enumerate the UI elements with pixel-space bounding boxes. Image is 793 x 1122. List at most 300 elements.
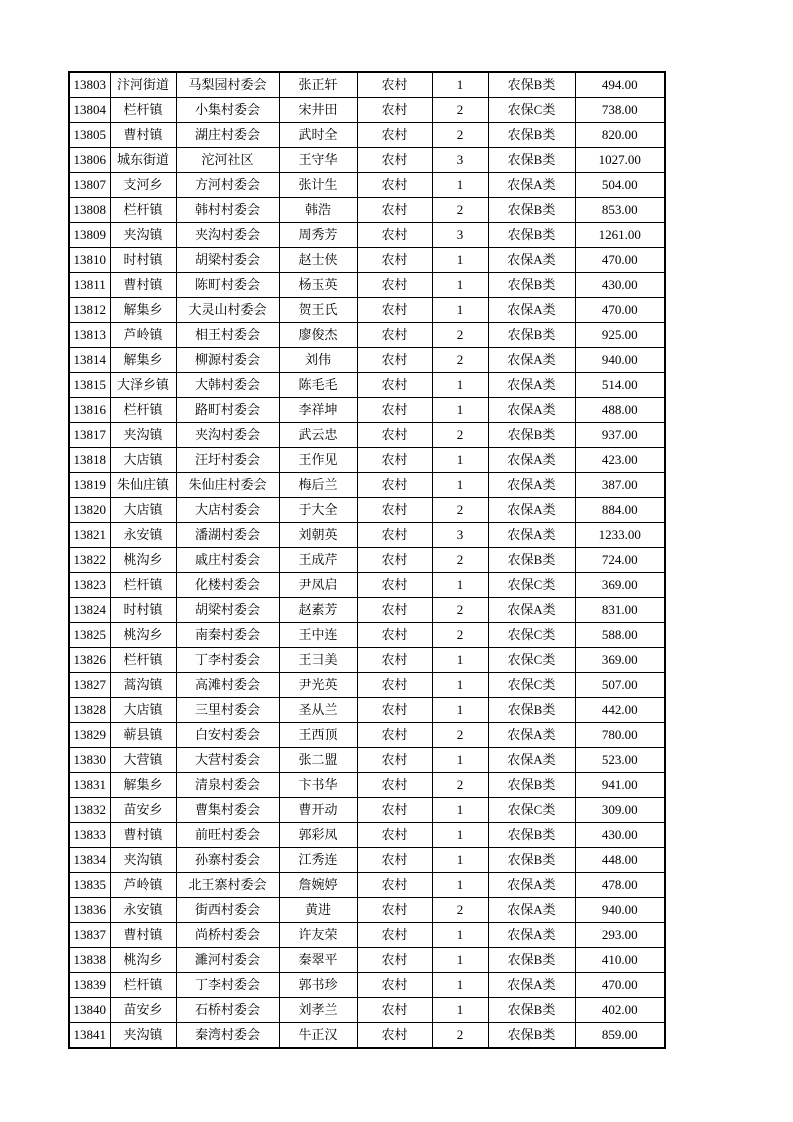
cell-village-committee: 前旺村委会: [176, 823, 279, 848]
cell-amount: 309.00: [575, 798, 665, 823]
cell-record-id: 13828: [69, 698, 110, 723]
cell-person-count: 2: [432, 98, 488, 123]
cell-person-name: 秦翠平: [279, 948, 357, 973]
cell-person-count: 3: [432, 523, 488, 548]
cell-amount: 448.00: [575, 848, 665, 873]
cell-insurance-category: 农保C类: [488, 648, 575, 673]
cell-residence-type: 农村: [357, 948, 432, 973]
cell-residence-type: 农村: [357, 273, 432, 298]
cell-person-count: 2: [432, 773, 488, 798]
cell-record-id: 13814: [69, 348, 110, 373]
cell-insurance-category: 农保A类: [488, 973, 575, 998]
cell-person-count: 1: [432, 698, 488, 723]
table-row: [69, 198, 665, 223]
cell-person-name: 贺王氏: [279, 298, 357, 323]
table-row: [69, 623, 665, 648]
cell-insurance-category: 农保B类: [488, 848, 575, 873]
cell-record-id: 13819: [69, 473, 110, 498]
cell-insurance-category: 农保B类: [488, 123, 575, 148]
cell-insurance-category: 农保B类: [488, 948, 575, 973]
cell-person-count: 1: [432, 798, 488, 823]
cell-insurance-category: 农保B类: [488, 223, 575, 248]
cell-village-committee: 潘湖村委会: [176, 523, 279, 548]
cell-insurance-category: 农保C类: [488, 798, 575, 823]
cell-residence-type: 农村: [357, 198, 432, 223]
cell-record-id: 13834: [69, 848, 110, 873]
cell-town: 夹沟镇: [110, 423, 176, 448]
cell-village-committee: 马梨园村委会: [176, 72, 279, 98]
cell-amount: 940.00: [575, 898, 665, 923]
cell-person-count: 1: [432, 923, 488, 948]
cell-record-id: 13809: [69, 223, 110, 248]
cell-amount: 820.00: [575, 123, 665, 148]
cell-town: 时村镇: [110, 598, 176, 623]
cell-amount: 470.00: [575, 298, 665, 323]
cell-person-name: 廖俊杰: [279, 323, 357, 348]
cell-residence-type: 农村: [357, 248, 432, 273]
cell-insurance-category: 农保B类: [488, 698, 575, 723]
cell-village-committee: 石桥村委会: [176, 998, 279, 1023]
cell-town: 栏杆镇: [110, 98, 176, 123]
cell-record-id: 13836: [69, 898, 110, 923]
cell-residence-type: 农村: [357, 648, 432, 673]
cell-residence-type: 农村: [357, 398, 432, 423]
cell-town: 大营镇: [110, 748, 176, 773]
cell-village-committee: 清泉村委会: [176, 773, 279, 798]
cell-person-name: 王作见: [279, 448, 357, 473]
cell-town: 桃沟乡: [110, 948, 176, 973]
cell-town: 蒿沟镇: [110, 673, 176, 698]
cell-record-id: 13807: [69, 173, 110, 198]
cell-insurance-category: 农保A类: [488, 473, 575, 498]
cell-amount: 430.00: [575, 273, 665, 298]
cell-person-count: 1: [432, 823, 488, 848]
cell-town: 解集乡: [110, 298, 176, 323]
cell-village-committee: 相王村委会: [176, 323, 279, 348]
cell-record-id: 13838: [69, 948, 110, 973]
cell-person-name: 王中连: [279, 623, 357, 648]
cell-person-count: 2: [432, 198, 488, 223]
cell-village-committee: 大店村委会: [176, 498, 279, 523]
table-row: [69, 423, 665, 448]
cell-amount: 1261.00: [575, 223, 665, 248]
cell-village-committee: 路町村委会: [176, 398, 279, 423]
cell-residence-type: 农村: [357, 423, 432, 448]
cell-insurance-category: 农保B类: [488, 198, 575, 223]
cell-record-id: 13820: [69, 498, 110, 523]
cell-person-count: 2: [432, 1023, 488, 1049]
cell-person-count: 1: [432, 398, 488, 423]
cell-village-committee: 大灵山村委会: [176, 298, 279, 323]
cell-record-id: 13827: [69, 673, 110, 698]
cell-person-name: 武时全: [279, 123, 357, 148]
table-row: [69, 848, 665, 873]
table-row: [69, 348, 665, 373]
cell-residence-type: 农村: [357, 873, 432, 898]
cell-residence-type: 农村: [357, 123, 432, 148]
cell-town: 大店镇: [110, 698, 176, 723]
cell-person-name: 江秀连: [279, 848, 357, 873]
cell-town: 大店镇: [110, 448, 176, 473]
cell-amount: 369.00: [575, 573, 665, 598]
cell-amount: 410.00: [575, 948, 665, 973]
cell-town: 栏杆镇: [110, 398, 176, 423]
cell-person-count: 1: [432, 273, 488, 298]
table-row: [69, 1023, 665, 1049]
cell-village-committee: 南秦村委会: [176, 623, 279, 648]
cell-person-count: 1: [432, 648, 488, 673]
cell-person-name: 陈毛毛: [279, 373, 357, 398]
cell-village-committee: 湖庄村委会: [176, 123, 279, 148]
cell-person-name: 刘朝英: [279, 523, 357, 548]
cell-record-id: 13813: [69, 323, 110, 348]
cell-town: 朱仙庄镇: [110, 473, 176, 498]
cell-village-committee: 街西村委会: [176, 898, 279, 923]
cell-person-name: 郭彩凤: [279, 823, 357, 848]
cell-record-id: 13816: [69, 398, 110, 423]
table-row: [69, 923, 665, 948]
cell-amount: 738.00: [575, 98, 665, 123]
cell-village-committee: 丁李村委会: [176, 973, 279, 998]
cell-record-id: 13812: [69, 298, 110, 323]
cell-residence-type: 农村: [357, 498, 432, 523]
cell-town: 芦岭镇: [110, 323, 176, 348]
cell-village-committee: 夹沟村委会: [176, 423, 279, 448]
cell-amount: 504.00: [575, 173, 665, 198]
table-row: [69, 72, 665, 98]
cell-town: 桃沟乡: [110, 548, 176, 573]
cell-record-id: 13803: [69, 72, 110, 98]
cell-amount: 293.00: [575, 923, 665, 948]
cell-town: 栏杆镇: [110, 573, 176, 598]
cell-town: 时村镇: [110, 248, 176, 273]
cell-amount: 588.00: [575, 623, 665, 648]
cell-village-committee: 濉河村委会: [176, 948, 279, 973]
cell-town: 夹沟镇: [110, 848, 176, 873]
cell-record-id: 13823: [69, 573, 110, 598]
cell-person-name: 黄进: [279, 898, 357, 923]
table-row: [69, 98, 665, 123]
cell-residence-type: 农村: [357, 148, 432, 173]
cell-record-id: 13811: [69, 273, 110, 298]
cell-person-name: 王守华: [279, 148, 357, 173]
cell-person-count: 1: [432, 173, 488, 198]
cell-village-committee: 胡梁村委会: [176, 598, 279, 623]
cell-insurance-category: 农保B类: [488, 148, 575, 173]
cell-town: 城东街道: [110, 148, 176, 173]
cell-residence-type: 农村: [357, 72, 432, 98]
cell-amount: 724.00: [575, 548, 665, 573]
table-row: [69, 698, 665, 723]
cell-record-id: 13818: [69, 448, 110, 473]
cell-person-count: 3: [432, 148, 488, 173]
cell-insurance-category: 农保C类: [488, 623, 575, 648]
cell-person-name: 张二盟: [279, 748, 357, 773]
cell-residence-type: 农村: [357, 748, 432, 773]
cell-record-id: 13815: [69, 373, 110, 398]
cell-amount: 925.00: [575, 323, 665, 348]
cell-residence-type: 农村: [357, 673, 432, 698]
cell-person-count: 2: [432, 348, 488, 373]
cell-person-name: 宋井田: [279, 98, 357, 123]
cell-village-committee: 方河村委会: [176, 173, 279, 198]
cell-person-name: 王成芹: [279, 548, 357, 573]
cell-person-name: 赵士侠: [279, 248, 357, 273]
cell-insurance-category: 农保A类: [488, 448, 575, 473]
table-row: [69, 948, 665, 973]
cell-town: 夹沟镇: [110, 1023, 176, 1049]
cell-insurance-category: 农保A类: [488, 373, 575, 398]
cell-amount: 423.00: [575, 448, 665, 473]
cell-person-name: 杨玉英: [279, 273, 357, 298]
cell-record-id: 13822: [69, 548, 110, 573]
cell-town: 桃沟乡: [110, 623, 176, 648]
cell-residence-type: 农村: [357, 898, 432, 923]
cell-person-name: 梅后兰: [279, 473, 357, 498]
table-row: [69, 823, 665, 848]
cell-record-id: 13835: [69, 873, 110, 898]
cell-insurance-category: 农保C类: [488, 98, 575, 123]
table-row: [69, 173, 665, 198]
table-row: [69, 723, 665, 748]
cell-village-committee: 韩村村委会: [176, 198, 279, 223]
cell-village-committee: 朱仙庄村委会: [176, 473, 279, 498]
cell-insurance-category: 农保B类: [488, 423, 575, 448]
cell-residence-type: 农村: [357, 1023, 432, 1049]
cell-insurance-category: 农保B类: [488, 998, 575, 1023]
cell-person-name: 刘孝兰: [279, 998, 357, 1023]
cell-town: 苗安乡: [110, 998, 176, 1023]
cell-amount: 831.00: [575, 598, 665, 623]
table-body: [69, 72, 665, 1048]
cell-amount: 430.00: [575, 823, 665, 848]
cell-town: 汴河街道: [110, 72, 176, 98]
table-row: [69, 798, 665, 823]
cell-residence-type: 农村: [357, 923, 432, 948]
cell-person-count: 1: [432, 998, 488, 1023]
cell-residence-type: 农村: [357, 348, 432, 373]
cell-residence-type: 农村: [357, 773, 432, 798]
cell-residence-type: 农村: [357, 798, 432, 823]
cell-village-committee: 秦湾村委会: [176, 1023, 279, 1049]
cell-amount: 780.00: [575, 723, 665, 748]
cell-residence-type: 农村: [357, 173, 432, 198]
cell-insurance-category: 农保C类: [488, 673, 575, 698]
cell-residence-type: 农村: [357, 473, 432, 498]
table-row: [69, 248, 665, 273]
cell-village-committee: 戚庄村委会: [176, 548, 279, 573]
cell-person-count: 2: [432, 498, 488, 523]
cell-amount: 523.00: [575, 748, 665, 773]
cell-record-id: 13826: [69, 648, 110, 673]
cell-person-count: 2: [432, 598, 488, 623]
table-row: [69, 123, 665, 148]
cell-record-id: 13821: [69, 523, 110, 548]
cell-residence-type: 农村: [357, 373, 432, 398]
table-row: [69, 398, 665, 423]
cell-record-id: 13837: [69, 923, 110, 948]
cell-insurance-category: 农保B类: [488, 823, 575, 848]
cell-person-name: 王西顶: [279, 723, 357, 748]
cell-amount: 884.00: [575, 498, 665, 523]
table-row: [69, 648, 665, 673]
cell-person-name: 卞书华: [279, 773, 357, 798]
cell-insurance-category: 农保A类: [488, 923, 575, 948]
cell-residence-type: 农村: [357, 548, 432, 573]
benefits-table: [68, 71, 666, 1049]
table-row: [69, 498, 665, 523]
cell-insurance-category: 农保A类: [488, 298, 575, 323]
cell-person-name: 韩浩: [279, 198, 357, 223]
cell-village-committee: 高滩村委会: [176, 673, 279, 698]
cell-residence-type: 农村: [357, 323, 432, 348]
cell-town: 苗安乡: [110, 798, 176, 823]
cell-insurance-category: 农保A类: [488, 748, 575, 773]
cell-insurance-category: 农保C类: [488, 573, 575, 598]
cell-insurance-category: 农保B类: [488, 323, 575, 348]
cell-village-committee: 柳源村委会: [176, 348, 279, 373]
cell-town: 蕲县镇: [110, 723, 176, 748]
cell-insurance-category: 农保A类: [488, 348, 575, 373]
cell-person-name: 王彐美: [279, 648, 357, 673]
cell-insurance-category: 农保B类: [488, 773, 575, 798]
cell-person-count: 1: [432, 748, 488, 773]
cell-town: 支河乡: [110, 173, 176, 198]
cell-village-committee: 大营村委会: [176, 748, 279, 773]
cell-record-id: 13806: [69, 148, 110, 173]
cell-person-name: 牛正汉: [279, 1023, 357, 1049]
cell-village-committee: 小集村委会: [176, 98, 279, 123]
cell-residence-type: 农村: [357, 623, 432, 648]
cell-village-committee: 三里村委会: [176, 698, 279, 723]
cell-record-id: 13804: [69, 98, 110, 123]
cell-amount: 940.00: [575, 348, 665, 373]
table-row: [69, 873, 665, 898]
cell-person-count: 2: [432, 723, 488, 748]
cell-insurance-category: 农保A类: [488, 498, 575, 523]
table-row: [69, 523, 665, 548]
cell-town: 永安镇: [110, 523, 176, 548]
cell-record-id: 13830: [69, 748, 110, 773]
cell-person-count: 1: [432, 948, 488, 973]
cell-amount: 488.00: [575, 398, 665, 423]
cell-record-id: 13841: [69, 1023, 110, 1049]
cell-record-id: 13805: [69, 123, 110, 148]
cell-residence-type: 农村: [357, 998, 432, 1023]
cell-person-name: 圣从兰: [279, 698, 357, 723]
cell-village-committee: 北王寨村委会: [176, 873, 279, 898]
cell-village-committee: 孙寨村委会: [176, 848, 279, 873]
cell-town: 栏杆镇: [110, 648, 176, 673]
cell-village-committee: 化楼村委会: [176, 573, 279, 598]
cell-person-count: 1: [432, 573, 488, 598]
table-row: [69, 898, 665, 923]
cell-town: 曹村镇: [110, 823, 176, 848]
cell-record-id: 13817: [69, 423, 110, 448]
cell-person-name: 尹光英: [279, 673, 357, 698]
table-row: [69, 323, 665, 348]
cell-village-committee: 曹集村委会: [176, 798, 279, 823]
cell-town: 永安镇: [110, 898, 176, 923]
cell-residence-type: 农村: [357, 573, 432, 598]
cell-person-name: 刘伟: [279, 348, 357, 373]
cell-insurance-category: 农保B类: [488, 1023, 575, 1049]
cell-amount: 1233.00: [575, 523, 665, 548]
cell-village-committee: 汪圩村委会: [176, 448, 279, 473]
cell-town: 解集乡: [110, 773, 176, 798]
cell-person-count: 1: [432, 72, 488, 98]
cell-person-name: 许友荣: [279, 923, 357, 948]
cell-amount: 369.00: [575, 648, 665, 673]
table-row: [69, 748, 665, 773]
cell-amount: 402.00: [575, 998, 665, 1023]
cell-person-count: 1: [432, 973, 488, 998]
cell-insurance-category: 农保A类: [488, 173, 575, 198]
cell-person-name: 周秀芳: [279, 223, 357, 248]
cell-person-name: 张正轩: [279, 72, 357, 98]
cell-record-id: 13832: [69, 798, 110, 823]
cell-person-count: 2: [432, 548, 488, 573]
cell-residence-type: 农村: [357, 848, 432, 873]
cell-residence-type: 农村: [357, 698, 432, 723]
cell-residence-type: 农村: [357, 823, 432, 848]
cell-person-count: 1: [432, 848, 488, 873]
cell-town: 解集乡: [110, 348, 176, 373]
cell-person-name: 郭书珍: [279, 973, 357, 998]
cell-record-id: 13840: [69, 998, 110, 1023]
cell-amount: 470.00: [575, 973, 665, 998]
cell-residence-type: 农村: [357, 723, 432, 748]
cell-insurance-category: 农保A类: [488, 248, 575, 273]
table-row: [69, 448, 665, 473]
cell-person-count: 1: [432, 448, 488, 473]
cell-person-count: 2: [432, 423, 488, 448]
cell-record-id: 13825: [69, 623, 110, 648]
cell-village-committee: 大韩村委会: [176, 373, 279, 398]
cell-town: 栏杆镇: [110, 198, 176, 223]
cell-town: 栏杆镇: [110, 973, 176, 998]
cell-record-id: 13808: [69, 198, 110, 223]
cell-amount: 859.00: [575, 1023, 665, 1049]
cell-person-name: 曹开动: [279, 798, 357, 823]
cell-village-committee: 白安村委会: [176, 723, 279, 748]
cell-person-name: 武云忠: [279, 423, 357, 448]
cell-person-name: 赵素芳: [279, 598, 357, 623]
cell-record-id: 13833: [69, 823, 110, 848]
cell-village-committee: 沱河社区: [176, 148, 279, 173]
cell-person-count: 1: [432, 248, 488, 273]
table-row: [69, 573, 665, 598]
cell-amount: 941.00: [575, 773, 665, 798]
cell-insurance-category: 农保A类: [488, 598, 575, 623]
cell-person-name: 于大全: [279, 498, 357, 523]
table-row: [69, 473, 665, 498]
cell-village-committee: 胡梁村委会: [176, 248, 279, 273]
table-row: [69, 773, 665, 798]
cell-residence-type: 农村: [357, 448, 432, 473]
table-row: [69, 673, 665, 698]
cell-insurance-category: 农保A类: [488, 898, 575, 923]
cell-person-count: 2: [432, 898, 488, 923]
cell-record-id: 13810: [69, 248, 110, 273]
cell-residence-type: 农村: [357, 98, 432, 123]
cell-residence-type: 农村: [357, 223, 432, 248]
cell-insurance-category: 农保A类: [488, 523, 575, 548]
table-row: [69, 998, 665, 1023]
table-row: [69, 273, 665, 298]
cell-amount: 387.00: [575, 473, 665, 498]
cell-insurance-category: 农保B类: [488, 72, 575, 98]
